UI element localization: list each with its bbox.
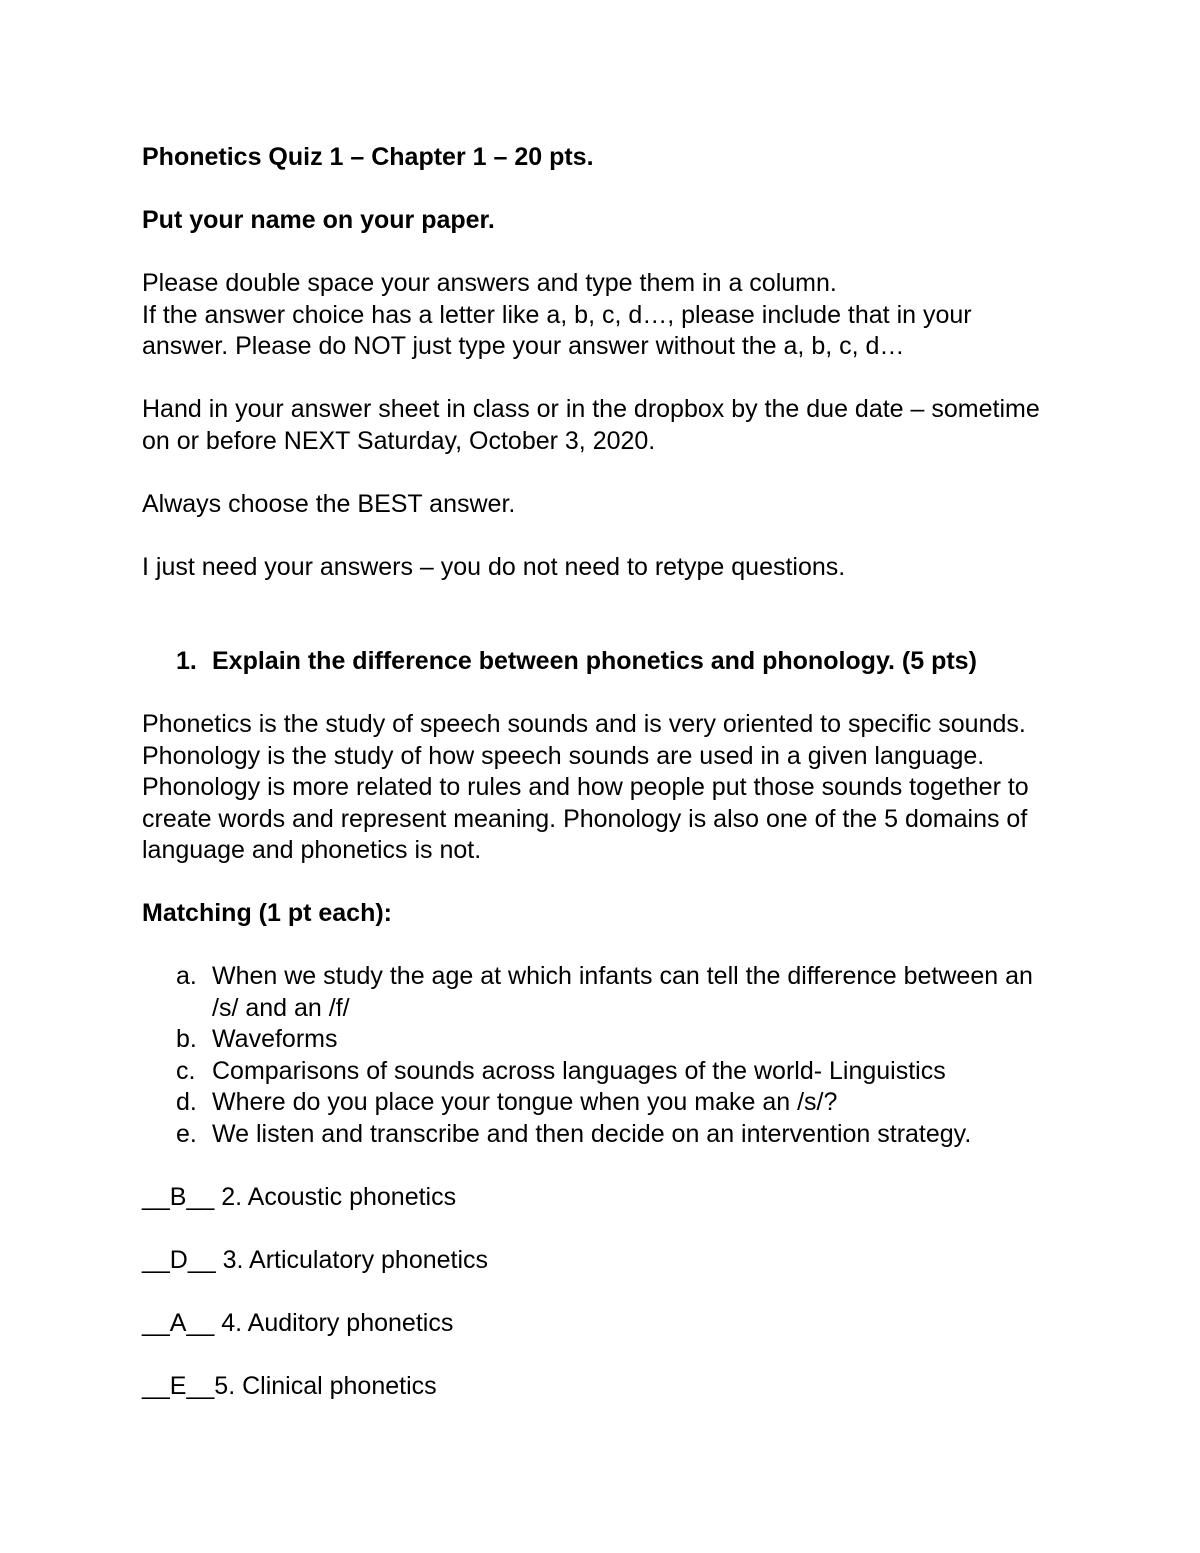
quiz-title: Phonetics Quiz 1 – Chapter 1 – 20 pts. xyxy=(142,143,594,171)
question-1-text: Explain the difference between phonetics and phonology. (5 pts) xyxy=(212,647,977,675)
option-letter: e. xyxy=(176,1119,197,1148)
option-letter: c. xyxy=(176,1056,196,1085)
matching-option xyxy=(176,1056,1062,1088)
matching-option xyxy=(176,961,1062,1024)
instruction-include-letter: If the answer choice has a letter like a, b, c, d…, please include that in your answer. Please do NOT just type your answer without the a, b, c, d… xyxy=(142,300,972,360)
matching-answer-5: __E__5. Clinical phonetics xyxy=(142,1371,437,1400)
matching-answer-2: __B__ 2. Acoustic phonetics xyxy=(142,1182,457,1211)
option-text: We listen and transcribe and then decide on an intervention strategy. xyxy=(212,1119,972,1148)
question-1-answer: Phonetics is the study of speech sounds and is very oriented to specific sounds. Phonology is the study of how speech sounds are used in a given language. Phonology is more related to rules and how people put those sounds together to create words and represent meaning. Phonology is also one of the 5 domains of language and phonetics is not. xyxy=(142,710,1029,864)
instruction-due-date: Hand in your answer sheet in class or in the dropbox by the due date – sometime on or before NEXT Saturday, October 3, 2020. xyxy=(142,395,1040,455)
question-1 xyxy=(176,646,1062,678)
document-body xyxy=(142,142,1062,1402)
instruction-answers-only: I just need your answers – you do not need to retype questions. xyxy=(142,552,846,581)
option-letter: b. xyxy=(176,1025,197,1053)
question-1-number: 1. xyxy=(176,647,197,675)
matching-answer-4: __A__ 4. Auditory phonetics xyxy=(142,1308,454,1337)
matching-answer-3: __D__ 3. Articulatory phonetics xyxy=(142,1245,489,1274)
name-instruction: Put your name on your paper. xyxy=(142,206,495,234)
option-text: When we study the age at which infants can tell the difference between an /s/ and an /f/ xyxy=(212,962,1033,1022)
option-text: Where do you place your tongue when you make an /s/? xyxy=(212,1088,838,1116)
option-text: Waveforms xyxy=(212,1025,338,1053)
option-letter: d. xyxy=(176,1088,197,1116)
matching-heading: Matching (1 pt each): xyxy=(142,899,393,927)
matching-option xyxy=(176,1024,1062,1056)
matching-option xyxy=(176,1087,1062,1119)
option-letter: a. xyxy=(176,962,197,990)
option-text: Comparisons of sounds across languages of the world- Linguistics xyxy=(212,1056,946,1085)
instruction-best-answer: Always choose the BEST answer. xyxy=(142,489,516,518)
instruction-double-space: Please double space your answers and type them in a column. xyxy=(142,269,837,297)
matching-option xyxy=(176,1119,1062,1151)
matching-options xyxy=(142,961,1062,1150)
